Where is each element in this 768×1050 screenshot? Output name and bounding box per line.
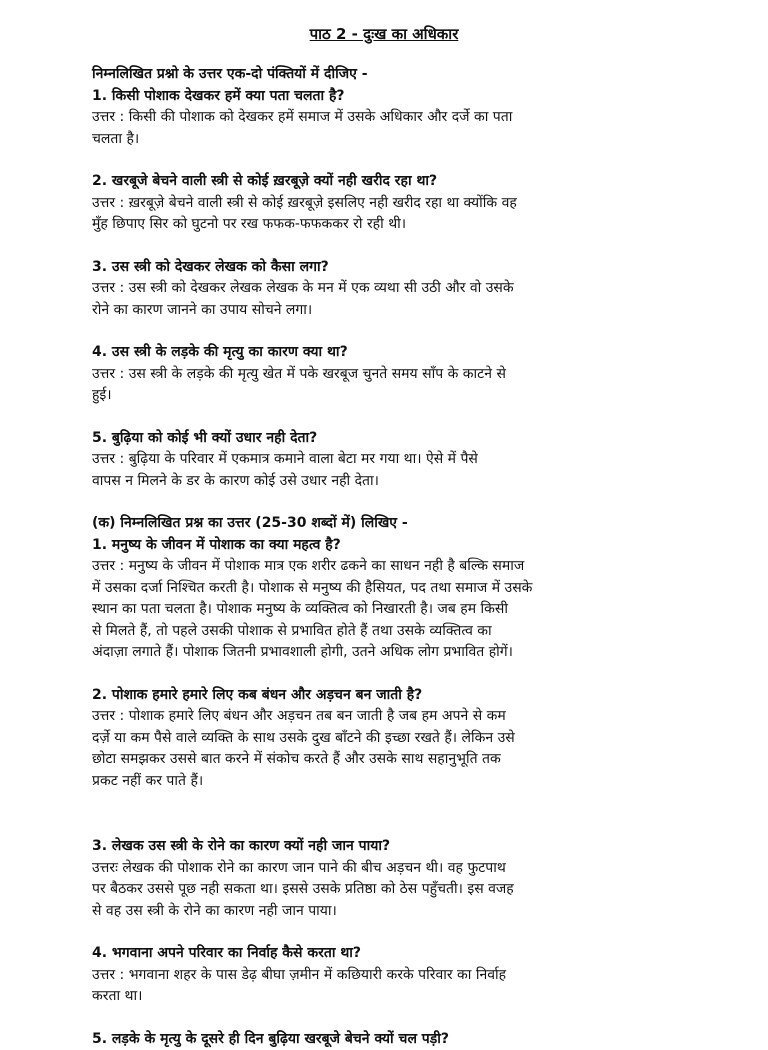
answer-line: उत्तर : भगवाना शहर के पास डेढ़ बीघा ज़मीन में कछियारी करके परिवार का निर्वाह (92, 965, 662, 987)
question-2-2: 2. पोशाक हमारे हमारे लिए कब बंधन और अड़चन बन जाती है? (92, 685, 662, 707)
answer-line: रोने का कारण जानने का उपाय सोचने लगा। (92, 300, 662, 322)
question-2-4: 4. भगवाना अपने परिवार का निर्वाह कैसे करता था? (92, 943, 662, 965)
question-1-4: 4. उस स्त्री के लड़के की मृत्यु का कारण क्या था? (92, 342, 662, 364)
question-1-2: 2. खरबूजे बेचने वाली स्त्री से कोई ख़रबूज़े क्यों नही खरीद रहा था? (92, 171, 662, 193)
question-2-1: 1. मनुष्य के जीवन में पोशाक का क्या महत्व है? (92, 535, 662, 557)
answer-line: उत्तरः लेखक की पोशाक रोने का कारण जान पाने की बीच अड़चन थी। वह फुटपाथ (92, 858, 662, 880)
answer-line: छोटा समझकर उससे बात करने में संकोच करते हैं और उसके साथ सहानुभूति तक (92, 749, 662, 771)
answer-line: उत्तर : मनुष्य के जीवन में पोशाक मात्र एक शरीर ढकने का साधन नही है बल्कि समाज (92, 556, 662, 578)
answer-line: चलता है। (92, 129, 662, 151)
answer-line: मुँह छिपाए सिर को घुटनो पर रख फफक-फफककर रो रही थी। (92, 214, 662, 236)
answer-line: उत्तर : उस स्त्री के लड़के की मृत्यु खेत में पके खरबूज चुनते समय साँप के काटने से (92, 364, 662, 386)
page-title-text: पाठ 2 - दुःख का अधिकार (310, 25, 459, 43)
answer-line: स्थान का पता चलता है। पोशाक मनुष्य के व्यक्तित्व को निखारती है। जब हम किसी (92, 599, 662, 621)
section1-heading: निम्नलिखित प्रश्नो के उत्तर एक-दो पंक्तियों में दीजिए - (92, 64, 662, 86)
page-title (0, 24, 768, 44)
answer-line: उत्तर : उस स्त्री को देखकर लेखक लेखक के मन में एक व्यथा सी उठी और वो उसके (92, 278, 662, 300)
question-1-1: 1. किसी पोशाक देखकर हमें क्या पता चलता है? (92, 86, 662, 108)
question-1-5: 5. बुढ़िया को कोई भी क्यों उधार नही देता? (92, 428, 662, 450)
answer-line: हुई। (92, 385, 662, 407)
answer-line: उत्तर : पोशाक हमारे लिए बंधन और अड़चन तब बन जाती है जब हम अपने से कम (92, 706, 662, 728)
answer-line: से वह उस स्त्री के रोने का कारण नही जान पाया। (92, 901, 662, 923)
answer-line: उत्तर : किसी की पोशाक को देखकर हमें समाज में उसके अधिकार और दर्जे का पता (92, 107, 662, 129)
document-body (92, 64, 662, 1050)
question-2-3: 3. लेखक उस स्त्री के रोने का कारण क्यों नही जान पाया? (92, 836, 662, 858)
answer-line: दर्ज़े या कम पैसे वाले व्यक्ति के साथ उसके दुख बाँटने की इच्छा रखते हैं। लेकिन उसे (92, 728, 662, 750)
answer-line: से मिलते हैं, तो पहले उसकी पोशाक से प्रभावित होते हैं तथा उसके व्यक्तित्व का (92, 621, 662, 643)
answer-line: वापस न मिलने के डर के कारण कोई उसे उधार नही देता। (92, 471, 662, 493)
section2-heading: (क) निम्नलिखित प्रश्न का उत्तर (25-30 शब्दों में) लिखिए - (92, 513, 662, 535)
answer-line: अंदाज़ा लगाते हैं। पोशाक जितनी प्रभावशाली होगी, उतने अधिक लोग प्रभावित होगें। (92, 642, 662, 664)
question-2-5: 5. लड़के के मृत्यु के दूसरे ही दिन बुढ़िया खरबूजे बेचने क्यों चल पड़ी? (92, 1029, 662, 1050)
answer-line: प्रकट नहीं कर पाते हैं। (92, 771, 662, 793)
answer-line: करता था। (92, 986, 662, 1008)
answer-line: उत्तर : बुढ़िया के परिवार में एकमात्र कमाने वाला बेटा मर गया था। ऐसे में पैसे (92, 449, 662, 471)
answer-line: पर बैठकर उससे पूछ नही सकता था। इससे उसके प्रतिष्ठा को ठेस पहुँचती। इस वजह (92, 879, 662, 901)
question-1-3: 3. उस स्त्री को देखकर लेखक को कैसा लगा? (92, 257, 662, 279)
answer-line: में उसका दर्जा निश्चित करती है। पोशाक से मनुष्य की हैसियत, पद तथा समाज में उसके (92, 578, 662, 600)
answer-line: उत्तर : ख़रबूज़े बेचने वाली स्त्री से कोई ख़रबूज़े इसलिए नही खरीद रहा था क्योंकि वह (92, 193, 662, 215)
